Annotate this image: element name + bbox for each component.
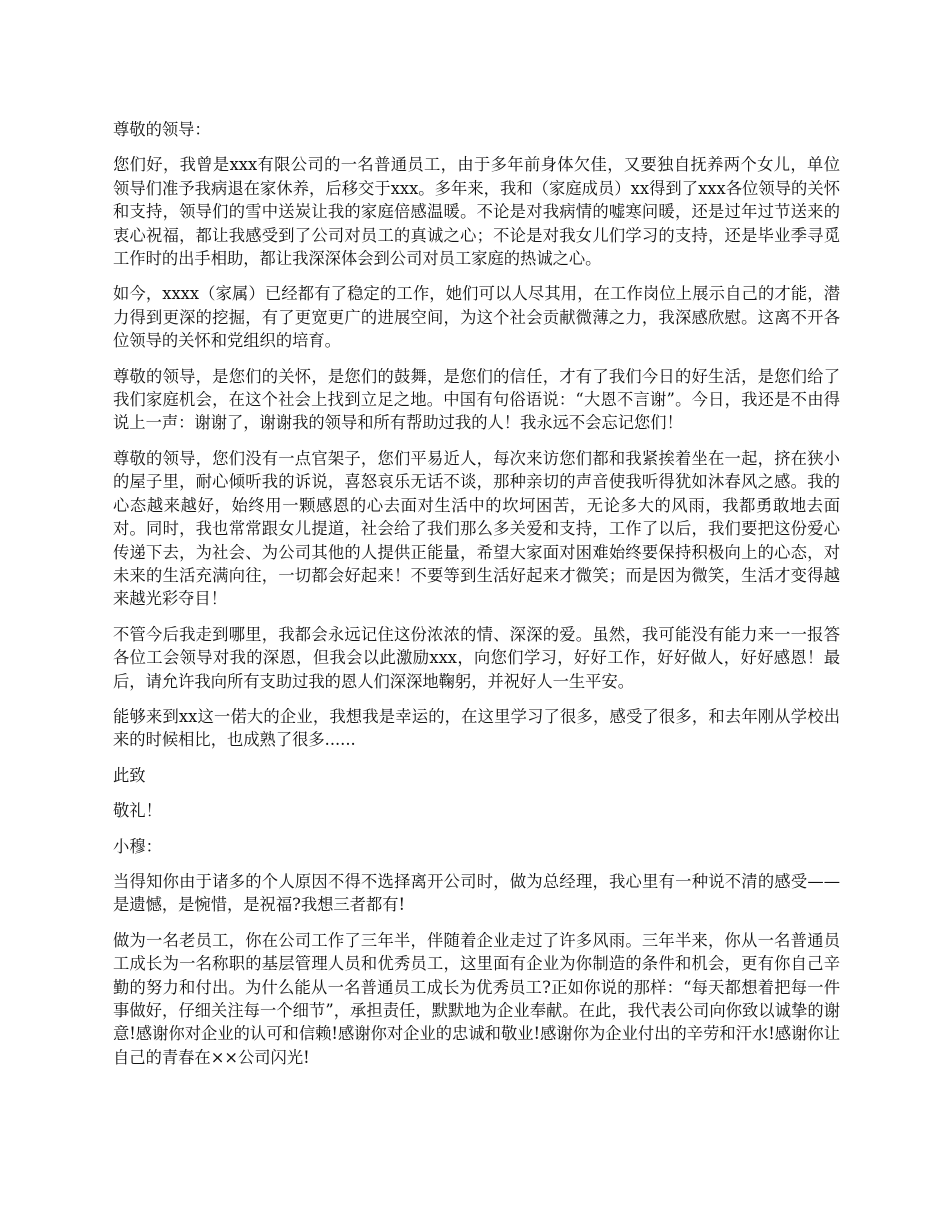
closing-line-1: 此致	[113, 765, 146, 785]
paragraph-8: 做为一名老员工，你在公司工作了三年半，伴随着企业走过了许多风雨。三年半来，你从一名普通员工成长为一名称职的基层管理人员和优秀员工，这里面有企业为你制造的条件和机会，更有你自己辛勤的努力和付出。为什么能从一名普通员工成长为优秀员工?正如你说的那样：“每天都想着把每一件事做好，仔细关注每一个细节”，承担责任，默默地为企业奉献。在此，我代表公司向你致以诚挚的谢意!感谢你对企业的认可和信赖!感谢你对企业的忠诚和敬业!感谢你为企业付出的辛劳和汗水!感谢你让自己的青春在××公司闪光!	[113, 930, 840, 1067]
salutation: 尊敬的领导：	[113, 120, 211, 139]
paragraph-7: 当得知你由于诸多的个人原因不得不选择离开公司时，做为总经理，我心里有一种说不清的感受——是遗憾，是惋惜，是祝福?我想三者都有!	[113, 871, 840, 915]
salutation-2: 小穆：	[113, 836, 162, 856]
paragraph-1: 您们好，我曾是xxx有限公司的一名普通员工，由于多年前身体欠佳，又要独自抚养两个女儿，单位领导们准予我病退在家休养，后移交于xxx。多年来，我和（家庭成员）xx得到了xxx各位领导的关怀和支持，领导们的雪中送炭让我的家庭倍感温暖。不论是对我病情的嘘寒问暖，还是过年过节送来的衷心祝福，都让我感受到了公司对员工的真诚之心；不论是对我女儿们学习的支持，还是毕业季寻觅工作时的出手相助，都让我深深体会到公司对员工家庭的热诚之心。	[113, 155, 840, 269]
paragraph-5: 不管今后我走到哪里，我都会永远记住这份浓浓的情、深深的爱。虽然，我可能没有能力来一一报答各位工会领导对我的深恩，但我会以此激励xxx，向您们学习，好好工作，好好做人，好好感恩！最后，请允许我向所有支助过我的恩人们深深地鞠躬，并祝好人一生平安。	[113, 624, 840, 691]
paragraph-4: 尊敬的领导，您们没有一点官架子，您们平易近人，每次来访您们都和我紧挨着坐在一起，挤在狭小的屋子里，耐心倾听我的诉说，喜怒哀乐无话不谈，那种亲切的声音使我听得犹如沐春风之感。我的心态越来越好，始终用一颗感恩的心去面对生活中的坎坷困苦，无论多大的风雨，我都勇敢地去面对。同时，我也常常跟女儿提道，社会给了我们那么多关爱和支持，工作了以后，我们要把这份爱心传递下去，为社会、为公司其他的人提供正能量，希望大家面对困难始终要保持积极向上的心态，对未来的生活充满向往，一切都会好起来！不要等到生活好起来才微笑；而是因为微笑，生活才变得越来越光彩夺目！	[113, 448, 840, 609]
paragraph-2: 如今，xxxx（家属）已经都有了稳定的工作，她们可以人尽其用，在工作岗位上展示自己的才能，潜力得到更深的挖掘，有了更宽更广的进展空间，为这个社会贡献微薄之力，我深感欣慰。这离不开各位领导的关怀和党组织的培育。	[113, 284, 840, 351]
document-page	[113, 118, 840, 1081]
paragraph-6: 能够来到xx这一偌大的企业，我想我是幸运的，在这里学习了很多，感受了很多，和去年刚从学校出来的时候相比，也成熟了很多......	[113, 706, 840, 750]
closing-line-2: 敬礼！	[113, 801, 162, 821]
paragraph-3: 尊敬的领导，是您们的关怀，是您们的鼓舞，是您们的信任，才有了我们今日的好生活，是您们给了我们家庭机会，在这个社会上找到立足之地。中国有句俗语说：“大恩不言谢”。今日，我还是不由得说上一声：谢谢了，谢谢我的领导和所有帮助过我的人！我永远不会忘记您们！	[113, 366, 840, 433]
